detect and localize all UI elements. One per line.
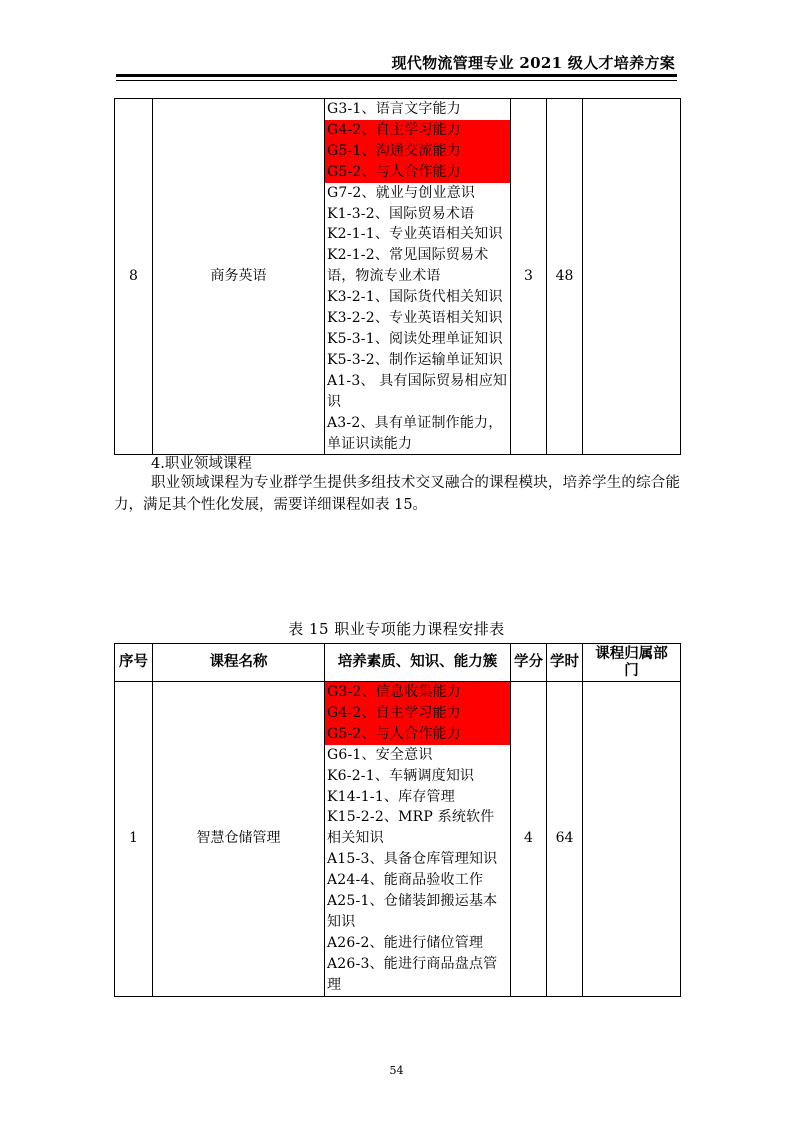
header-dept: 课程归属部门 xyxy=(583,644,681,682)
ability-item: G5-1、沟通交流能力 xyxy=(325,141,510,162)
ability-item: K14-1-1、库存管理 xyxy=(327,788,455,805)
header-index: 序号 xyxy=(115,644,153,682)
ability-item: K6-2-1、车辆调度知识 xyxy=(327,767,475,784)
course-table-15 xyxy=(114,643,681,997)
ability-item: K1-3-2、国际贸易术语 xyxy=(327,205,475,222)
ability-item: G3-2、信息收集能力 xyxy=(325,682,510,703)
table-caption: 表 15 职业专项能力课程安排表 xyxy=(288,620,505,638)
hours: 48 xyxy=(547,99,583,455)
table-row xyxy=(115,682,681,997)
header-abilities: 培养素质、知识、能力簇 xyxy=(325,644,511,682)
ability-item: K2-1-2、常见国际贸易术语，物流专业术语 xyxy=(327,247,489,285)
ability-item: G5-2、与人合作能力 xyxy=(325,162,510,183)
ability-item: G4-2、自主学习能力 xyxy=(325,703,510,724)
ability-item: K15-2-2、MRP 系统软件相关知识 xyxy=(327,809,495,847)
ability-item: G6-1、安全意识 xyxy=(327,746,433,763)
ability-item: A26-2、能进行储位管理 xyxy=(327,934,484,951)
ability-item: K5-3-1、阅读处理单证知识 xyxy=(327,330,503,347)
section-heading: 4.职业领域课程 xyxy=(151,456,252,472)
ability-cell xyxy=(325,682,511,997)
credits: 3 xyxy=(511,99,547,455)
page-number: 54 xyxy=(389,1064,404,1077)
header-credits: 学分 xyxy=(511,644,547,682)
row-index: 8 xyxy=(115,99,153,455)
ability-item: K5-3-2、制作运输单证知识 xyxy=(327,351,503,368)
ability-item: A3-2、具有单证制作能力，单证识读能力 xyxy=(327,414,503,452)
table-header-row xyxy=(115,644,681,682)
ability-item: G4-2、自主学习能力 xyxy=(325,120,510,141)
ability-item: K3-2-2、专业英语相关知识 xyxy=(327,310,503,327)
header-course: 课程名称 xyxy=(153,644,325,682)
header-hours: 学时 xyxy=(547,644,583,682)
ability-item: G3-1、语言文字能力 xyxy=(327,101,461,117)
header-title: 现代物流管理专业 2021 级人才培养方案 xyxy=(391,54,675,72)
dept xyxy=(583,99,681,455)
section-paragraph: 职业领域课程为专业群学生提供多组技术交叉融合的课程模块，培养学生的综合能力，满足其个性化发展，需要详细课程如表 15。 xyxy=(114,475,680,513)
table-row xyxy=(115,99,681,455)
ability-item: A24-4、能商品验收工作 xyxy=(327,872,484,889)
ability-item: K2-1-1、专业英语相关知识 xyxy=(327,226,503,243)
ability-cell xyxy=(325,99,511,455)
header-rule-thin xyxy=(116,80,677,81)
course-name: 商务英语 xyxy=(153,99,325,455)
dept xyxy=(583,682,681,997)
ability-item: G5-2、与人合作能力 xyxy=(325,724,510,745)
ability-item: G7-2、就业与创业意识 xyxy=(327,184,476,201)
ability-item: K3-2-1、国际货代相关知识 xyxy=(327,289,503,306)
course-table-continued xyxy=(114,98,681,455)
course-name: 智慧仓储管理 xyxy=(153,682,325,997)
credits: 4 xyxy=(511,682,547,997)
header-rule xyxy=(116,74,677,77)
ability-item: A26-3、能进行商品盘点管理 xyxy=(327,955,498,993)
ability-item: A1-3、 具有国际贸易相应知识 xyxy=(327,372,508,410)
ability-item: A25-1、仓储装卸搬运基本知识 xyxy=(327,893,498,930)
row-index: 1 xyxy=(115,682,153,997)
ability-item: A15-3、具备仓库管理知识 xyxy=(327,851,498,868)
hours: 64 xyxy=(547,682,583,997)
